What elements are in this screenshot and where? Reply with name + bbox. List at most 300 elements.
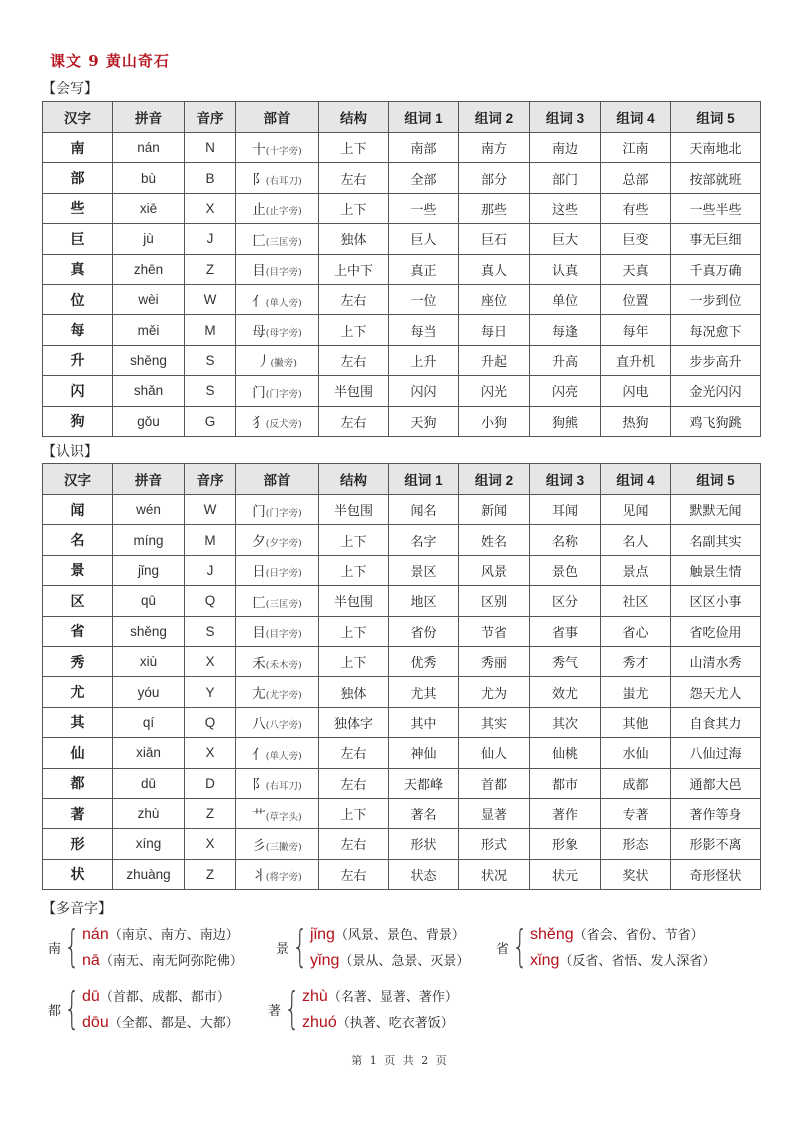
- radical-name: (目字旁): [265, 629, 302, 641]
- word-cell: 天南地北: [671, 133, 761, 163]
- word-cell: 认真: [530, 254, 601, 284]
- word-cell: 尤其: [389, 677, 459, 707]
- structure-cell: 左右: [319, 406, 389, 436]
- column-header: 组词 3: [530, 102, 601, 133]
- word-cell: 奇形怪状: [671, 859, 761, 889]
- polyphonic-char: 南: [48, 941, 62, 957]
- structure-cell: 半包围: [319, 376, 389, 406]
- column-header: 组词 5: [671, 464, 761, 495]
- radical-cell: [236, 586, 319, 616]
- word-cell: 真正: [389, 254, 459, 284]
- initial-cell: S: [185, 616, 236, 646]
- initial-cell: J: [185, 224, 236, 254]
- radical-name: (单人旁): [265, 750, 302, 762]
- word-cell: 地区: [389, 586, 459, 616]
- radical: 八: [252, 716, 266, 733]
- word-cell: 一些: [389, 193, 459, 223]
- radical: 艹: [252, 807, 266, 824]
- word-cell: 鸡飞狗跳: [671, 406, 761, 436]
- word-cell: 形态: [601, 829, 671, 859]
- column-header: 汉字: [43, 102, 113, 133]
- reading-words: （景从、急景、灭景）: [339, 954, 470, 969]
- structure-cell: 左右: [319, 345, 389, 375]
- structure-cell: 上中下: [319, 254, 389, 284]
- initial-cell: D: [185, 768, 236, 798]
- reading-pinyin: dū: [82, 988, 100, 1005]
- reading-pinyin: jǐng: [310, 926, 335, 943]
- word-cell: 八仙过海: [671, 738, 761, 768]
- radical-name: (止字旁): [265, 206, 302, 218]
- word-cell: 仙桃: [530, 738, 601, 768]
- word-cell: 省事: [530, 616, 601, 646]
- radical-name: (反犬旁): [265, 419, 302, 431]
- pinyin-cell: jù: [113, 224, 185, 254]
- initial-cell: M: [185, 315, 236, 345]
- word-cell: 其他: [601, 707, 671, 737]
- word-cell: 天真: [601, 254, 671, 284]
- structure-cell: 独体: [319, 677, 389, 707]
- word-cell: 南方: [459, 133, 530, 163]
- initial-cell: Z: [185, 798, 236, 828]
- word-cell: 效尤: [530, 677, 601, 707]
- polyphonic-char: 省: [496, 941, 510, 957]
- word-cell: 首都: [459, 768, 530, 798]
- table-row: [43, 133, 761, 163]
- reading-words: （南无、南无阿弥陀佛）: [99, 954, 243, 969]
- word-cell: 步步高升: [671, 345, 761, 375]
- table-row: [43, 193, 761, 223]
- reading-pinyin: zhù: [302, 988, 328, 1005]
- word-cell: 神仙: [389, 738, 459, 768]
- structure-cell: 左右: [319, 163, 389, 193]
- hanzi-cell: 尤: [43, 677, 113, 707]
- word-cell: 一些半些: [671, 193, 761, 223]
- word-cell: 著作: [530, 798, 601, 828]
- lesson-title: 课文 9 黄山奇石: [50, 52, 170, 70]
- radical-cell: [236, 284, 319, 314]
- reading-line: [310, 924, 469, 944]
- word-cell: 热狗: [601, 406, 671, 436]
- column-header: 部首: [236, 464, 319, 495]
- pinyin-cell: shēng: [113, 345, 185, 375]
- pinyin-cell: nán: [113, 133, 185, 163]
- initial-cell: Z: [185, 254, 236, 284]
- word-cell: 升起: [459, 345, 530, 375]
- word-cell: 省吃俭用: [671, 616, 761, 646]
- word-cell: 形式: [459, 829, 530, 859]
- word-cell: 默默无闻: [671, 495, 761, 525]
- word-cell: 景色: [530, 555, 601, 585]
- radical-cell: [236, 646, 319, 676]
- radical-cell: [236, 495, 319, 525]
- reading-pinyin: dōu: [82, 1014, 109, 1031]
- structure-cell: 上下: [319, 616, 389, 646]
- reading-words: （名著、显著、著作）: [327, 990, 458, 1005]
- structure-cell: 独体字: [319, 707, 389, 737]
- word-cell: 自食其力: [671, 707, 761, 737]
- pinyin-cell: wén: [113, 495, 185, 525]
- word-cell: 闪电: [601, 376, 671, 406]
- pinyin-cell: xíng: [113, 829, 185, 859]
- pinyin-cell: wèi: [113, 284, 185, 314]
- radical-name: (十字旁): [265, 145, 302, 157]
- radical-name: (日字旁): [265, 568, 302, 580]
- word-cell: 通都大邑: [671, 768, 761, 798]
- radical-cell: [236, 133, 319, 163]
- initial-cell: M: [185, 525, 236, 555]
- initial-cell: W: [185, 495, 236, 525]
- polyphonic-entry: [268, 983, 458, 1034]
- table-row: [43, 254, 761, 284]
- polyphonic-entry: [48, 983, 239, 1034]
- radical-name: (夕字旁): [265, 538, 302, 550]
- radical: 阝: [252, 172, 266, 189]
- structure-cell: 上下: [319, 555, 389, 585]
- table-row: [43, 768, 761, 798]
- column-header: 组词 5: [671, 102, 761, 133]
- word-cell: 上升: [389, 345, 459, 375]
- column-header: 拼音: [113, 464, 185, 495]
- column-header: 音序: [185, 464, 236, 495]
- hanzi-cell: 仙: [43, 738, 113, 768]
- word-cell: 这些: [530, 193, 601, 223]
- word-cell: 其次: [530, 707, 601, 737]
- word-cell: 总部: [601, 163, 671, 193]
- radical-name: (三匡旁): [265, 598, 302, 610]
- word-cell: 山清水秀: [671, 646, 761, 676]
- pinyin-cell: dū: [113, 768, 185, 798]
- radical-name: (单人旁): [265, 297, 302, 309]
- word-cell: 蚩尤: [601, 677, 671, 707]
- initial-cell: Z: [185, 859, 236, 889]
- word-cell: 优秀: [389, 646, 459, 676]
- reading-line: [82, 924, 243, 944]
- word-cell: 状况: [459, 859, 530, 889]
- brace-icon: {: [512, 921, 528, 972]
- word-cell: 秀气: [530, 646, 601, 676]
- table-row: [43, 495, 761, 525]
- hanzi-cell: 都: [43, 768, 113, 798]
- word-cell: 尤为: [459, 677, 530, 707]
- word-cell: 每日: [459, 315, 530, 345]
- radical-name: (八字旁): [265, 720, 302, 732]
- polyphonic-char: 著: [268, 1003, 282, 1019]
- reading-pinyin: yǐng: [310, 952, 340, 969]
- word-cell: 状元: [530, 859, 601, 889]
- table-row: [43, 376, 761, 406]
- polyphonic-char: 都: [48, 1003, 62, 1019]
- radical-cell: [236, 555, 319, 585]
- word-cell: 省心: [601, 616, 671, 646]
- column-header: 组词 3: [530, 464, 601, 495]
- radical-name: (母字旁): [265, 328, 302, 340]
- initial-cell: N: [185, 133, 236, 163]
- structure-cell: 左右: [319, 829, 389, 859]
- pinyin-cell: xiē: [113, 193, 185, 223]
- word-cell: 闪闪: [389, 376, 459, 406]
- word-cell: 一步到位: [671, 284, 761, 314]
- word-cell: 那些: [459, 193, 530, 223]
- hanzi-cell: 些: [43, 193, 113, 223]
- word-cell: 巨人: [389, 224, 459, 254]
- table-row: [43, 738, 761, 768]
- radical-name: (门字旁): [265, 507, 302, 519]
- word-cell: 区区小事: [671, 586, 761, 616]
- word-cell: 按部就班: [671, 163, 761, 193]
- table-row: [43, 224, 761, 254]
- word-cell: 部门: [530, 163, 601, 193]
- reading-line: [530, 924, 715, 944]
- radical-cell: [236, 525, 319, 555]
- polyphonic-entry: [48, 921, 243, 972]
- polyphonic-entry: [276, 921, 470, 972]
- write-vocab-table: [42, 101, 761, 437]
- reading-words: （全都、都是、大都）: [108, 1016, 239, 1031]
- radical-name: (撇旁): [270, 358, 297, 370]
- initial-cell: S: [185, 376, 236, 406]
- hanzi-cell: 每: [43, 315, 113, 345]
- word-cell: 座位: [459, 284, 530, 314]
- reading-line: [302, 986, 458, 1006]
- hanzi-cell: 真: [43, 254, 113, 284]
- pinyin-cell: shǎn: [113, 376, 185, 406]
- word-cell: 位置: [601, 284, 671, 314]
- table-row: [43, 345, 761, 375]
- brace-icon: {: [284, 983, 300, 1034]
- word-cell: 每当: [389, 315, 459, 345]
- radical-cell: [236, 707, 319, 737]
- radical-cell: [236, 345, 319, 375]
- word-cell: 成都: [601, 768, 671, 798]
- reading-line: [82, 986, 239, 1006]
- pinyin-cell: zhù: [113, 798, 185, 828]
- hanzi-cell: 部: [43, 163, 113, 193]
- hanzi-cell: 名: [43, 525, 113, 555]
- column-header: 结构: [319, 102, 389, 133]
- recognize-vocab-table: [42, 463, 761, 890]
- reading-words: （执著、吃衣著饭）: [336, 1016, 454, 1031]
- radical-name: (禾木旁): [265, 659, 302, 671]
- initial-cell: X: [185, 738, 236, 768]
- word-cell: 形象: [530, 829, 601, 859]
- hanzi-cell: 景: [43, 555, 113, 585]
- radical: 目: [252, 263, 266, 280]
- structure-cell: 上下: [319, 525, 389, 555]
- initial-cell: X: [185, 193, 236, 223]
- brace-icon: {: [64, 921, 80, 972]
- word-cell: 部分: [459, 163, 530, 193]
- initial-cell: X: [185, 829, 236, 859]
- structure-cell: 上下: [319, 133, 389, 163]
- pinyin-cell: měi: [113, 315, 185, 345]
- column-header: 组词 2: [459, 102, 530, 133]
- table-header-row: [43, 102, 761, 133]
- word-cell: 新闻: [459, 495, 530, 525]
- reading-pinyin: zhuó: [302, 1014, 337, 1031]
- word-cell: 千真万确: [671, 254, 761, 284]
- radical-name: (将字旁): [265, 872, 302, 884]
- radical: 匚: [252, 594, 266, 611]
- radical: 母: [252, 324, 266, 341]
- structure-cell: 左右: [319, 768, 389, 798]
- word-cell: 真人: [459, 254, 530, 284]
- word-cell: 闪光: [459, 376, 530, 406]
- radical-name: (右耳刀): [265, 781, 302, 793]
- radical-cell: [236, 376, 319, 406]
- reading-pinyin: xǐng: [530, 952, 560, 969]
- radical: 门: [252, 503, 266, 520]
- hanzi-cell: 形: [43, 829, 113, 859]
- table-row: [43, 406, 761, 436]
- radical: 亻: [252, 293, 266, 310]
- initial-cell: Q: [185, 586, 236, 616]
- pinyin-cell: shěng: [113, 616, 185, 646]
- word-cell: 闪亮: [530, 376, 601, 406]
- word-cell: 事无巨细: [671, 224, 761, 254]
- word-cell: 升高: [530, 345, 601, 375]
- word-cell: 小狗: [459, 406, 530, 436]
- radical-cell: [236, 163, 319, 193]
- word-cell: 单位: [530, 284, 601, 314]
- initial-cell: G: [185, 406, 236, 436]
- structure-cell: 半包围: [319, 495, 389, 525]
- word-cell: 区别: [459, 586, 530, 616]
- structure-cell: 上下: [319, 315, 389, 345]
- radical-cell: [236, 677, 319, 707]
- reading-line: [302, 1012, 458, 1032]
- word-cell: 南边: [530, 133, 601, 163]
- radical: 亻: [252, 746, 266, 763]
- word-cell: 名字: [389, 525, 459, 555]
- column-header: 组词 4: [601, 102, 671, 133]
- radical-cell: [236, 768, 319, 798]
- reading-words: （风景、景色、背景）: [334, 928, 465, 943]
- hanzi-cell: 升: [43, 345, 113, 375]
- radical: 阝: [252, 777, 266, 794]
- word-cell: 有些: [601, 193, 671, 223]
- table-row: [43, 555, 761, 585]
- reading-line: [82, 1012, 239, 1032]
- hanzi-cell: 区: [43, 586, 113, 616]
- word-cell: 怨天尤人: [671, 677, 761, 707]
- word-cell: 全部: [389, 163, 459, 193]
- radical: 夕: [252, 534, 266, 551]
- word-cell: 触景生情: [671, 555, 761, 585]
- write-section-label: 【会写】: [42, 81, 98, 97]
- radical-cell: [236, 224, 319, 254]
- initial-cell: J: [185, 555, 236, 585]
- word-cell: 天狗: [389, 406, 459, 436]
- word-cell: 省份: [389, 616, 459, 646]
- column-header: 组词 1: [389, 464, 459, 495]
- initial-cell: Y: [185, 677, 236, 707]
- word-cell: 一位: [389, 284, 459, 314]
- radical: 犭: [252, 415, 266, 432]
- pinyin-cell: xiù: [113, 646, 185, 676]
- hanzi-cell: 南: [43, 133, 113, 163]
- radical: 日: [252, 564, 266, 581]
- word-cell: 直升机: [601, 345, 671, 375]
- word-cell: 其中: [389, 707, 459, 737]
- recognize-section-label: 【认识】: [42, 444, 98, 460]
- word-cell: 节省: [459, 616, 530, 646]
- reading-pinyin: nā: [82, 952, 100, 969]
- initial-cell: Q: [185, 707, 236, 737]
- word-cell: 南部: [389, 133, 459, 163]
- radical: 丬: [252, 868, 266, 885]
- column-header: 音序: [185, 102, 236, 133]
- word-cell: 著作等身: [671, 798, 761, 828]
- table-row: [43, 677, 761, 707]
- radical-cell: [236, 798, 319, 828]
- pinyin-cell: bù: [113, 163, 185, 193]
- table-row: [43, 163, 761, 193]
- column-header: 组词 1: [389, 102, 459, 133]
- word-cell: 每年: [601, 315, 671, 345]
- radical-cell: [236, 859, 319, 889]
- word-cell: 狗熊: [530, 406, 601, 436]
- word-cell: 天都峰: [389, 768, 459, 798]
- reading-line: [82, 950, 243, 970]
- radical-name: (门字旁): [265, 388, 302, 400]
- pinyin-cell: qū: [113, 586, 185, 616]
- structure-cell: 上下: [319, 646, 389, 676]
- reading-words: （首都、成都、都市）: [99, 990, 230, 1005]
- word-cell: 景点: [601, 555, 671, 585]
- structure-cell: 上下: [319, 798, 389, 828]
- table-header-row: [43, 464, 761, 495]
- radical: 目: [252, 625, 266, 642]
- word-cell: 仙人: [459, 738, 530, 768]
- word-cell: 名人: [601, 525, 671, 555]
- radical-name: (右耳刀): [265, 176, 302, 188]
- word-cell: 巨变: [601, 224, 671, 254]
- word-cell: 江南: [601, 133, 671, 163]
- pinyin-cell: zhēn: [113, 254, 185, 284]
- column-header: 汉字: [43, 464, 113, 495]
- pinyin-cell: gǒu: [113, 406, 185, 436]
- brace-icon: {: [64, 983, 80, 1034]
- pinyin-cell: xiān: [113, 738, 185, 768]
- word-cell: 景区: [389, 555, 459, 585]
- word-cell: 专著: [601, 798, 671, 828]
- word-cell: 秀丽: [459, 646, 530, 676]
- word-cell: 闻名: [389, 495, 459, 525]
- word-cell: 见闻: [601, 495, 671, 525]
- radical: 尢: [252, 686, 266, 703]
- reading-words: （省会、省份、节省）: [573, 928, 704, 943]
- word-cell: 每况愈下: [671, 315, 761, 345]
- initial-cell: W: [185, 284, 236, 314]
- structure-cell: 上下: [319, 193, 389, 223]
- radical-cell: [236, 616, 319, 646]
- table-row: [43, 859, 761, 889]
- pinyin-cell: yóu: [113, 677, 185, 707]
- word-cell: 奖状: [601, 859, 671, 889]
- hanzi-cell: 位: [43, 284, 113, 314]
- word-cell: 都市: [530, 768, 601, 798]
- brace-icon: {: [292, 921, 308, 972]
- radical-cell: [236, 738, 319, 768]
- radical: 匚: [252, 232, 266, 249]
- radical-name: (尤字旁): [265, 690, 302, 702]
- word-cell: 风景: [459, 555, 530, 585]
- initial-cell: S: [185, 345, 236, 375]
- table-row: [43, 616, 761, 646]
- radical: 丿: [257, 354, 271, 371]
- word-cell: 形状: [389, 829, 459, 859]
- word-cell: 其实: [459, 707, 530, 737]
